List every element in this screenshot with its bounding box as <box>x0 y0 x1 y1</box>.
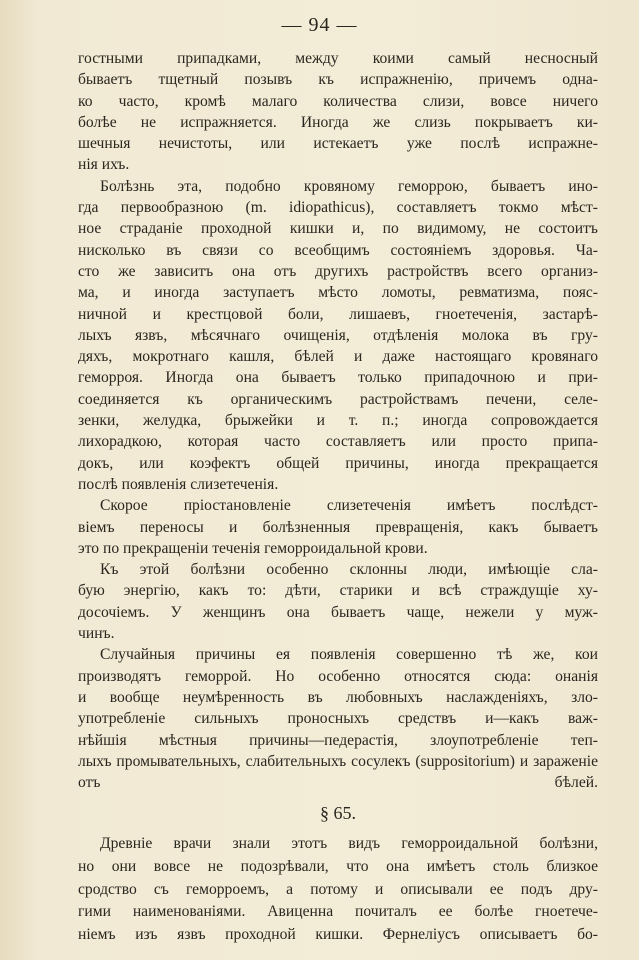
text-line: геморроя. Иногда она бываетъ только припадочною и при- <box>78 369 598 387</box>
paragraph <box>78 559 598 644</box>
text-line: ное страданіе проходной кишки и, по видимому, не состоитъ <box>78 220 598 238</box>
text-line: соединяется къ органическимъ растройствамъ печени, селе- <box>78 390 598 408</box>
text-line: лыхъ язвъ, мѣсячнаго очищенія, отдѣленія молока въ гру- <box>78 326 598 344</box>
text-line: лихорадкою, которая часто составляетъ или просто припа- <box>78 433 598 451</box>
page-body <box>78 48 598 946</box>
text-line: Древніе врачи знали этотъ видъ геморроидальной болѣзни, <box>100 835 598 853</box>
text-line: Къ этой болѣзни особенно склонны люди, имѣющіе сла- <box>100 561 598 579</box>
text-line: нія ихъ. <box>78 156 130 174</box>
text-line: это по прекращеніи теченія геморроидальной крови. <box>78 539 428 557</box>
text-line: Болѣзнь эта, подобно кровяному геморрою, бываетъ ино- <box>100 177 598 195</box>
text-line: ко часто, кромѣ малаго количества слизи, вовсе ничего <box>78 92 598 110</box>
page-number: — 94 — <box>281 14 358 36</box>
text-line: ма, и иногда заступаетъ мѣсто ломоты, ревматизма, пояс- <box>78 284 598 302</box>
text-line: нисколько въ связи со всеобщимъ состояніемъ здоровья. Ча- <box>78 241 598 259</box>
text-line: Случайныя причины ея появленія совершенно тѣ же, кои <box>100 646 598 664</box>
text-line: чинъ. <box>78 625 115 643</box>
text-line: бую энергію, какъ то: дѣти, старики и всѣ страждущіе ху- <box>78 582 598 600</box>
text-line: но они вовсе не подозрѣвали, что она имѣетъ столь близкое <box>78 857 598 875</box>
text-line: досочіемъ. У женщинъ она бываетъ чаще, нежели у муж- <box>78 603 598 621</box>
text-line: гда первообразною (m. idiopathicus), составляетъ токмо мѣст- <box>78 199 598 217</box>
text-line: зенки, желудка, брыжейки и т. п.; иногда сопровождается <box>78 412 598 430</box>
text-line: Скорое пріостановленіе слизетеченія имѣетъ послѣдст- <box>100 497 598 515</box>
text-line: послѣ появленія слизетеченія. <box>78 475 279 493</box>
text-line: ніемъ изъ язвъ проходной кишки. Фернеліусъ описываетъ бо- <box>78 925 598 943</box>
text-line: бываетъ тщетный позывъ къ испражненію, причемъ одна- <box>78 71 598 89</box>
text-line: дяхъ, мокротнаго кашля, бѣлей и даже настоящаго кровянаго <box>78 348 598 366</box>
text-line: ничной и крестцовой боли, лишаевъ, гноетеченія, застарѣ- <box>78 305 598 323</box>
text-line: болѣе не испражняется. Иногда же слизь покрываетъ ки- <box>78 113 598 131</box>
text-line: лыхъ промывательныхъ, слабительныхъ сосулекъ (suppositorium) и зараженіе отъ бѣлей. <box>78 752 598 792</box>
paragraph <box>78 495 598 559</box>
text-line: употребленіе сильныхъ проносныхъ средствъ и—какъ важ- <box>78 710 598 728</box>
paragraph <box>78 644 598 793</box>
text-line: производятъ геморрой. Но особенно относятся сюда: онанія <box>78 667 598 685</box>
text-line: шечныя нечистоты, или истекаетъ уже послѣ испражне- <box>78 135 598 153</box>
paragraph <box>78 833 598 946</box>
text-line: докъ, или коэфектъ общей причины, иногда прекращается <box>78 454 598 472</box>
text-line: и вообще неумѣренность въ любовныхъ наслажденіяхъ, зло- <box>78 688 598 706</box>
text-line: сродство съ геморроемъ, а потому и описывали ее подъ дру- <box>78 880 598 898</box>
paragraph <box>78 48 598 176</box>
text-line: гими наименованіями. Авиценна почиталъ ее болѣе гноетече- <box>78 903 598 921</box>
text-line: сто же зависитъ она отъ другихъ растройствъ всего организ- <box>78 262 598 280</box>
paragraph <box>78 176 598 495</box>
section-heading: § 65. <box>320 803 356 824</box>
text-line: гостными припадками, между коими самый несносный <box>78 50 598 67</box>
text-line: нѣйшія мѣстныя причины—педерастія, злоупотребленіе теп- <box>78 731 598 749</box>
text-line: віемъ переносы и болѣзненныя превращенія, какъ бываетъ <box>78 518 598 536</box>
